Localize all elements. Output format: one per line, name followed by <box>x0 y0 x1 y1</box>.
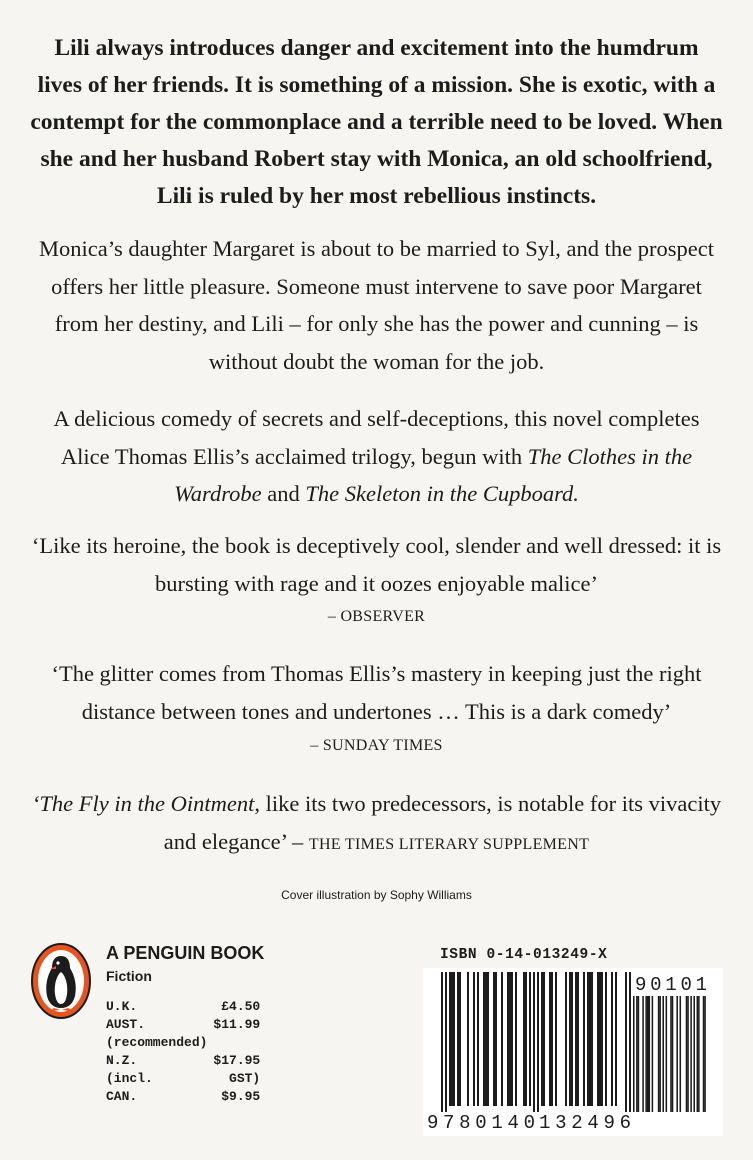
book-category: Fiction <box>106 968 152 984</box>
barcode-bar <box>525 972 527 1106</box>
price-region: U.K. <box>106 999 138 1014</box>
review-quote-tls <box>30 785 723 863</box>
barcode-bar <box>533 972 535 1112</box>
publisher-name: A PENGUIN BOOK <box>106 943 265 963</box>
barcode-bar <box>495 972 497 1106</box>
isbn-label: ISBN 0-14-013249-X <box>440 947 608 963</box>
blurb-paragraph-1: Lili always introduces danger and excitement into the humdrum lives of her friends. It is something of a mission. She is exotic, with a contempt for the commonplace and a terrible need to be loved. When she and her husband Robert stay with Monica, an old schoolfriend, Lili is ruled by her most rebellious instincts. <box>30 35 723 209</box>
barcode-bar <box>551 972 553 1106</box>
barcode-bar <box>493 972 495 1106</box>
review-quote-tls-title: ‘The Fly in the Ointment <box>31 791 255 816</box>
price-row <box>106 1016 260 1034</box>
barcode-bar <box>449 972 451 1106</box>
barcode-bar <box>591 972 593 1106</box>
barcode-bar <box>441 972 443 1112</box>
addon-bar <box>686 996 688 1112</box>
addon-bar <box>649 996 651 1112</box>
blurb-paragraph-3-and: and <box>267 481 300 506</box>
barcode-bar <box>515 972 517 1106</box>
penguin-logo-icon <box>30 942 92 1020</box>
price-list <box>106 998 260 1106</box>
barcode-bar <box>575 972 577 1106</box>
trilogy-title-2: The Skeleton in the Cupboard. <box>305 481 579 506</box>
addon-bar <box>645 996 647 1112</box>
addon-bar <box>636 996 638 1112</box>
barcode-bar <box>565 972 567 1106</box>
price-region: (incl. <box>106 1071 153 1086</box>
barcode-bar <box>541 972 543 1106</box>
ean-right-digits: 132496 <box>539 1112 631 1134</box>
addon-bar <box>676 996 678 1112</box>
price-row <box>106 1034 260 1052</box>
price-region: CAN. <box>106 1089 138 1104</box>
review-quote-sunday-times: ‘The glitter comes from Thomas Ellis’s mastery in keeping just the right distance between tones and undertones … This is a dark comedy’ <box>51 661 702 724</box>
addon-bar <box>662 996 664 1112</box>
trilogy-title-1: The Clothes in the Wardrobe <box>174 443 693 506</box>
review-source-tls: THE TIMES LITERARY SUPPLEMENT <box>308 835 590 853</box>
addon-bar <box>658 996 660 1112</box>
addon-bar <box>704 996 706 1112</box>
barcode-bar <box>615 972 617 1106</box>
addon-bar <box>652 996 654 1112</box>
barcode-bar <box>457 972 459 1106</box>
barcode-bar <box>549 972 551 1106</box>
addon-digits: 90101 <box>635 974 707 996</box>
barcode-bar <box>571 972 573 1106</box>
price-value: $11.99 <box>213 1017 261 1032</box>
addon-bar <box>647 996 649 1112</box>
barcode-bar <box>445 972 447 1112</box>
price-row <box>106 998 260 1016</box>
review-quote-observer: ‘Like its heroine, the book is deceptively cool, slender and well dressed: it is bursting with rage and it oozes enjoyable malice’ <box>31 533 722 596</box>
barcode-bar <box>587 972 589 1106</box>
price-region: (recommended) <box>106 1035 208 1050</box>
barcode-bar <box>485 972 487 1106</box>
review-source-sunday-times: – SUNDAY TIMES <box>310 737 443 754</box>
price-value: $9.95 <box>221 1089 261 1104</box>
barcode-bar <box>467 972 469 1106</box>
barcode-bar <box>589 972 591 1106</box>
barcode-bar <box>459 972 461 1106</box>
price-row <box>106 1088 260 1106</box>
blurb-paragraph-3 <box>30 400 723 513</box>
barcode-bar <box>507 972 509 1106</box>
barcode-bar <box>569 972 571 1106</box>
addon-bar <box>680 996 682 1112</box>
addon-bar <box>666 996 668 1112</box>
ean-left-digits: 780140 <box>443 1112 535 1134</box>
addon-bar <box>638 996 640 1112</box>
barcode-bar <box>601 972 603 1106</box>
addon-bar <box>670 996 672 1112</box>
addon-bar <box>633 996 635 1112</box>
barcode-bar <box>599 972 601 1106</box>
price-region: AUST. <box>106 1017 146 1032</box>
barcode <box>423 968 723 1136</box>
addon-bar <box>642 996 644 1112</box>
barcode-bar <box>605 972 607 1106</box>
barcode-bar <box>625 972 627 1112</box>
barcode-bar <box>511 972 513 1106</box>
addon-bar <box>690 996 692 1112</box>
barcode-bar <box>451 972 453 1106</box>
addon-bar <box>697 996 699 1112</box>
barcode-bar <box>597 972 599 1106</box>
ean-lead-digit: 9 <box>427 1112 439 1134</box>
blurb-paragraph-3-intro: A delicious comedy of secrets and self-deceptions, this novel completes Alice Thomas Ellis’s acclaimed trilogy, begun with <box>53 406 700 469</box>
barcode-bar <box>483 972 485 1106</box>
review-quote-tls-rest: , like its two predecessors, is notable for its vivacity and elegance’ – <box>163 791 722 854</box>
barcode-bar <box>611 972 613 1106</box>
cover-illustration-credit: Cover illustration by Sophy Williams <box>281 888 472 902</box>
barcode-bar <box>555 972 557 1106</box>
addon-bar <box>659 996 661 1112</box>
addon-bar <box>698 996 700 1112</box>
review-source-observer: – OBSERVER <box>327 608 426 625</box>
price-value: GST) <box>229 1071 261 1086</box>
barcode-bar <box>583 972 585 1106</box>
addon-bar <box>703 996 705 1112</box>
price-region: N.Z. <box>106 1053 138 1068</box>
blurb-paragraph-2: Monica’s daughter Margaret is about to be married to Syl, and the prospect offers her little pleasure. Someone must intervene to save poor Margaret from her destiny, and Lili – for only she has the power and cunning – is without doubt the woman for the job. <box>38 236 715 374</box>
addon-bar <box>693 996 695 1112</box>
barcode-bar <box>501 972 503 1106</box>
barcode-bar <box>537 972 539 1112</box>
barcode-bar <box>529 972 531 1106</box>
price-value: £4.50 <box>221 999 261 1014</box>
price-value: $17.95 <box>213 1053 261 1068</box>
price-value <box>207 1034 260 1052</box>
barcode-bar <box>523 972 525 1106</box>
barcode-bar <box>473 972 475 1106</box>
addon-bar <box>687 996 689 1112</box>
barcode-bar <box>577 972 579 1106</box>
barcode-bar <box>543 972 545 1106</box>
price-row <box>106 1052 260 1070</box>
barcode-bar <box>487 972 489 1106</box>
barcode-bar <box>453 972 455 1106</box>
price-row <box>106 1070 260 1088</box>
barcode-bar <box>477 972 479 1106</box>
addon-bar <box>672 996 674 1112</box>
barcode-bar <box>629 972 631 1112</box>
barcode-bar <box>509 972 511 1106</box>
